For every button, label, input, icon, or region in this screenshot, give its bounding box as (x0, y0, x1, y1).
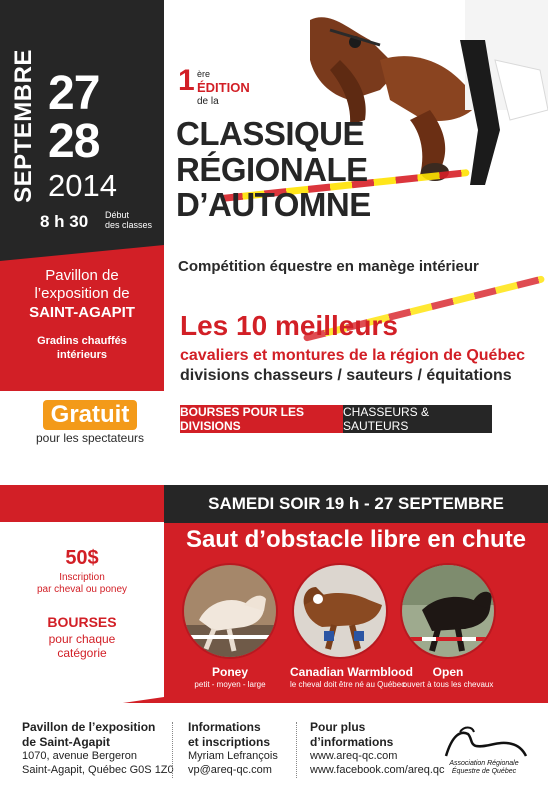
free-subtext: pour les spectateurs (35, 431, 145, 446)
footer-divider (172, 722, 173, 778)
areq-logo-text: Association Régionale Équestre de Québec (449, 760, 519, 776)
prize-divisions-value: CHASSEURS & SAUTEURS (343, 405, 492, 433)
footer-registration-contact: Informations et inscriptions Myriam Lefrançois vp@areq-qc.com (188, 720, 278, 776)
prizes-note: pour chaque catégorie (48, 632, 116, 661)
footer-divider (296, 722, 297, 778)
free-badge: Gratuit (43, 400, 138, 430)
top-10-line-divisions: divisions chasseurs / sauteurs / équitations (180, 367, 512, 384)
prize-divisions-bar (180, 405, 492, 433)
category-poney-desc: petit - moyen - large (194, 680, 266, 689)
date-year: 2014 (48, 168, 117, 203)
heated-stands-note: Gradins chauffés intérieurs (37, 335, 127, 361)
warmblood-jump-photo (292, 563, 388, 659)
top-10-heading: Les 10 meilleurs (180, 310, 398, 341)
category-warmblood-name: Canadian Warmblood (290, 665, 413, 679)
category-poney-name: Poney (211, 665, 248, 679)
month-label: SEPTEMBRE (10, 49, 37, 203)
footer-venue-address: Pavillon de l’exposition de Saint-Agapit 1070, avenue Bergeron Saint-Agapit, Québec G0S 1Z0 (22, 720, 174, 776)
category-open (398, 563, 498, 689)
event-main-title: CLASSIQUE RÉGIONALE D’AUTOMNE (176, 115, 371, 224)
category-open-desc: ouvert à tous les chevaux (402, 680, 494, 689)
start-time-note: Début des classes (105, 210, 153, 231)
category-open-name: Open (432, 665, 464, 679)
prizes-heading: BOURSES (47, 614, 117, 630)
venue-name: Pavillon de l’exposition de SAINT-AGAPIT (29, 267, 135, 321)
pony-jump-photo (182, 563, 278, 659)
free-admission (0, 400, 180, 445)
venue-panel (0, 245, 164, 391)
category-warmblood (290, 563, 413, 689)
event-title: Saut d’obstacle libre en chute (185, 526, 527, 553)
category-warmblood-desc: le cheval doit être né au Québec (290, 680, 406, 689)
date-day-27: 27 (48, 67, 100, 120)
event-date-header: SAMEDI SOIR 19 h - 27 SEPTEMBRE (164, 485, 548, 523)
category-poney (180, 563, 280, 689)
open-jump-photo (400, 563, 496, 659)
start-time: 8 h 30 (40, 212, 89, 231)
entry-price-note: Inscription par cheval ou poney (36, 572, 128, 595)
prize-divisions-label: BOURSES POUR LES DIVISIONS (180, 405, 343, 433)
footer-more-info: Pour plus d’informations www.areq-qc.com www.facebook.com/areq.qc (310, 720, 445, 776)
entry-price: 50$ (65, 547, 99, 569)
event-subtitle: Compétition équestre en manège intérieur (178, 258, 479, 275)
facebook-link[interactable]: www.facebook.com/areq.qc (310, 763, 445, 776)
date-day-28: 28 (48, 115, 100, 168)
top-10-line-riders: cavaliers et montures de la région de Québec (180, 347, 526, 364)
website-link[interactable]: www.areq-qc.com (310, 750, 398, 762)
